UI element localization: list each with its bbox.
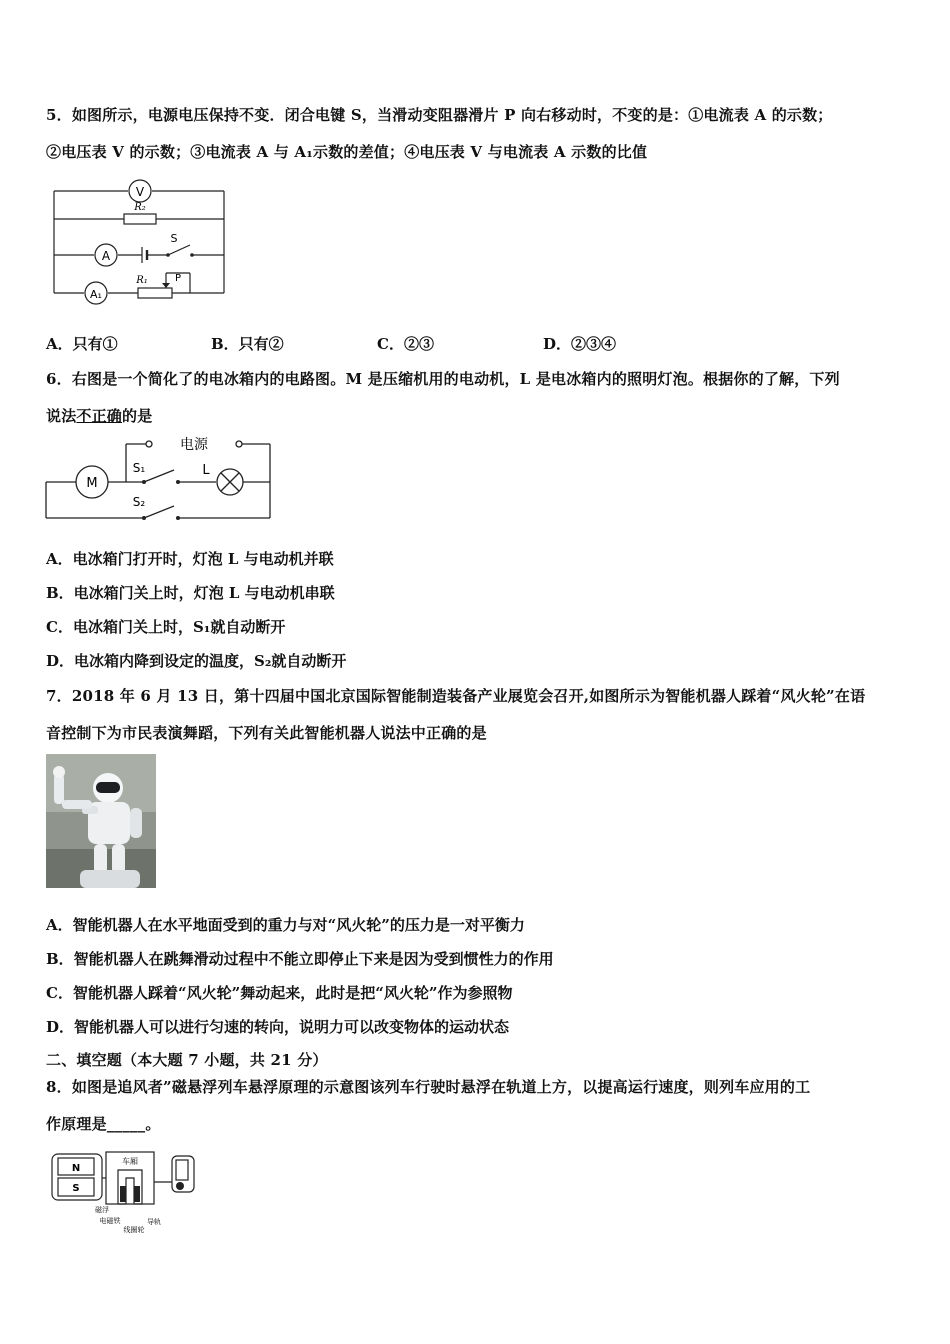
power-label: 电源: [180, 437, 208, 453]
q7-option-a: A．智能机器人在水平地面受到的重力与对“风火轮”的压力是一对平衡力: [46, 916, 525, 934]
q6-option-d: D．电冰箱内降到设定的温度，S₂就自动断开: [46, 652, 347, 670]
q8-blank: _____: [106, 1115, 146, 1133]
maglev-n-label: N: [71, 1163, 81, 1174]
lamp-label: L: [202, 463, 210, 478]
q5-circuit-diagram: [46, 175, 236, 310]
q6-text-post: 的是: [122, 407, 153, 425]
q8-text-pre: 作原理是: [46, 1115, 107, 1133]
q7-option-c: C．智能机器人踩着“风火轮”舞动起来，此时是把“风火轮”作为参照物: [46, 984, 513, 1002]
q7-option-b: B．智能机器人在跳舞滑动过程中不能立即停止下来是因为受到惯性力的作用: [46, 950, 554, 968]
q6-text-line2: [46, 405, 152, 426]
q7-option-d: D．智能机器人可以进行匀速的转向，说明力可以改变物体的运动状态: [46, 1018, 510, 1036]
r2-label: R₂: [134, 202, 146, 213]
r1-label: R₁: [136, 275, 148, 286]
robot-photo: [46, 754, 156, 888]
q8-text-post: 。: [145, 1115, 161, 1133]
voltmeter-label: V: [135, 185, 145, 199]
slider-label: P: [174, 273, 182, 284]
q6-text-line1: 6．右图是一个简化了的电冰箱内的电路图。M 是压缩机用的电动机，L 是电冰箱内的照明灯泡。根据你的了解，下列: [46, 370, 840, 388]
motor-label: M: [86, 476, 98, 491]
q5-option-b: B．只有②: [211, 335, 284, 353]
maglev-label-2: 电磁铁: [99, 1217, 121, 1225]
q5-text-line2: ②电压表 V 的示数；③电流表 A 与 A₁示数的差值；④电压表 V 与电流表 A 示数的比值: [46, 143, 648, 161]
ammeter1-label: A₁: [90, 288, 102, 301]
maglev-diagram: [48, 1148, 200, 1236]
maglev-label-4: 导轨: [147, 1218, 161, 1226]
switch-label: S: [170, 232, 178, 245]
ammeter-label: A: [101, 249, 111, 263]
s1-label: S₁: [132, 461, 146, 475]
maglev-label-3: 线圈轮: [123, 1226, 145, 1234]
q5-text-line1: 5．如图所示，电源电压保持不变．闭合电键 S，当滑动变阻器滑片 P 向右移动时，不变的是：①电流表 A 的示数；: [46, 106, 833, 124]
maglev-carriage-label: 车厢: [122, 1157, 138, 1166]
q6-text-pre: 说法: [46, 407, 77, 425]
maglev-s-label: S: [72, 1183, 80, 1194]
q8-text-line1: 8．如图是追风者”磁悬浮列车悬浮原理的示意图该列车行驶时悬浮在轨道上方，以提高运行速度，则列车应用的工: [46, 1078, 811, 1096]
maglev-label-1: 磁浮: [95, 1206, 109, 1214]
s2-label: S₂: [132, 495, 146, 509]
section2-title: 二、填空题（本大题 7 小题，共 21 分）: [46, 1051, 328, 1069]
q6-option-a: A．电冰箱门打开时，灯泡 L 与电动机并联: [46, 550, 334, 568]
q5-option-d: D．②③④: [543, 335, 617, 353]
q5-option-c: C．②③: [377, 335, 434, 353]
q6-underlined-word: 不正确: [76, 407, 123, 425]
q6-fridge-circuit-diagram: [44, 432, 276, 524]
q6-option-b: B．电冰箱门关上时，灯泡 L 与电动机串联: [46, 584, 335, 602]
q6-option-c: C．电冰箱门关上时，S₁就自动断开: [46, 618, 286, 636]
q5-option-a: A．只有①: [46, 335, 118, 353]
q7-text-line2: 音控制下为市民表演舞蹈，下列有关此智能机器人说法中正确的是: [46, 724, 487, 742]
q8-text-line2: [46, 1113, 161, 1134]
q7-text-line1: 7．2018 年 6 月 13 日，第十四届中国北京国际智能制造装备产业展览会召开,如图所示为智能机器人踩着“风火轮”在语: [46, 687, 866, 705]
